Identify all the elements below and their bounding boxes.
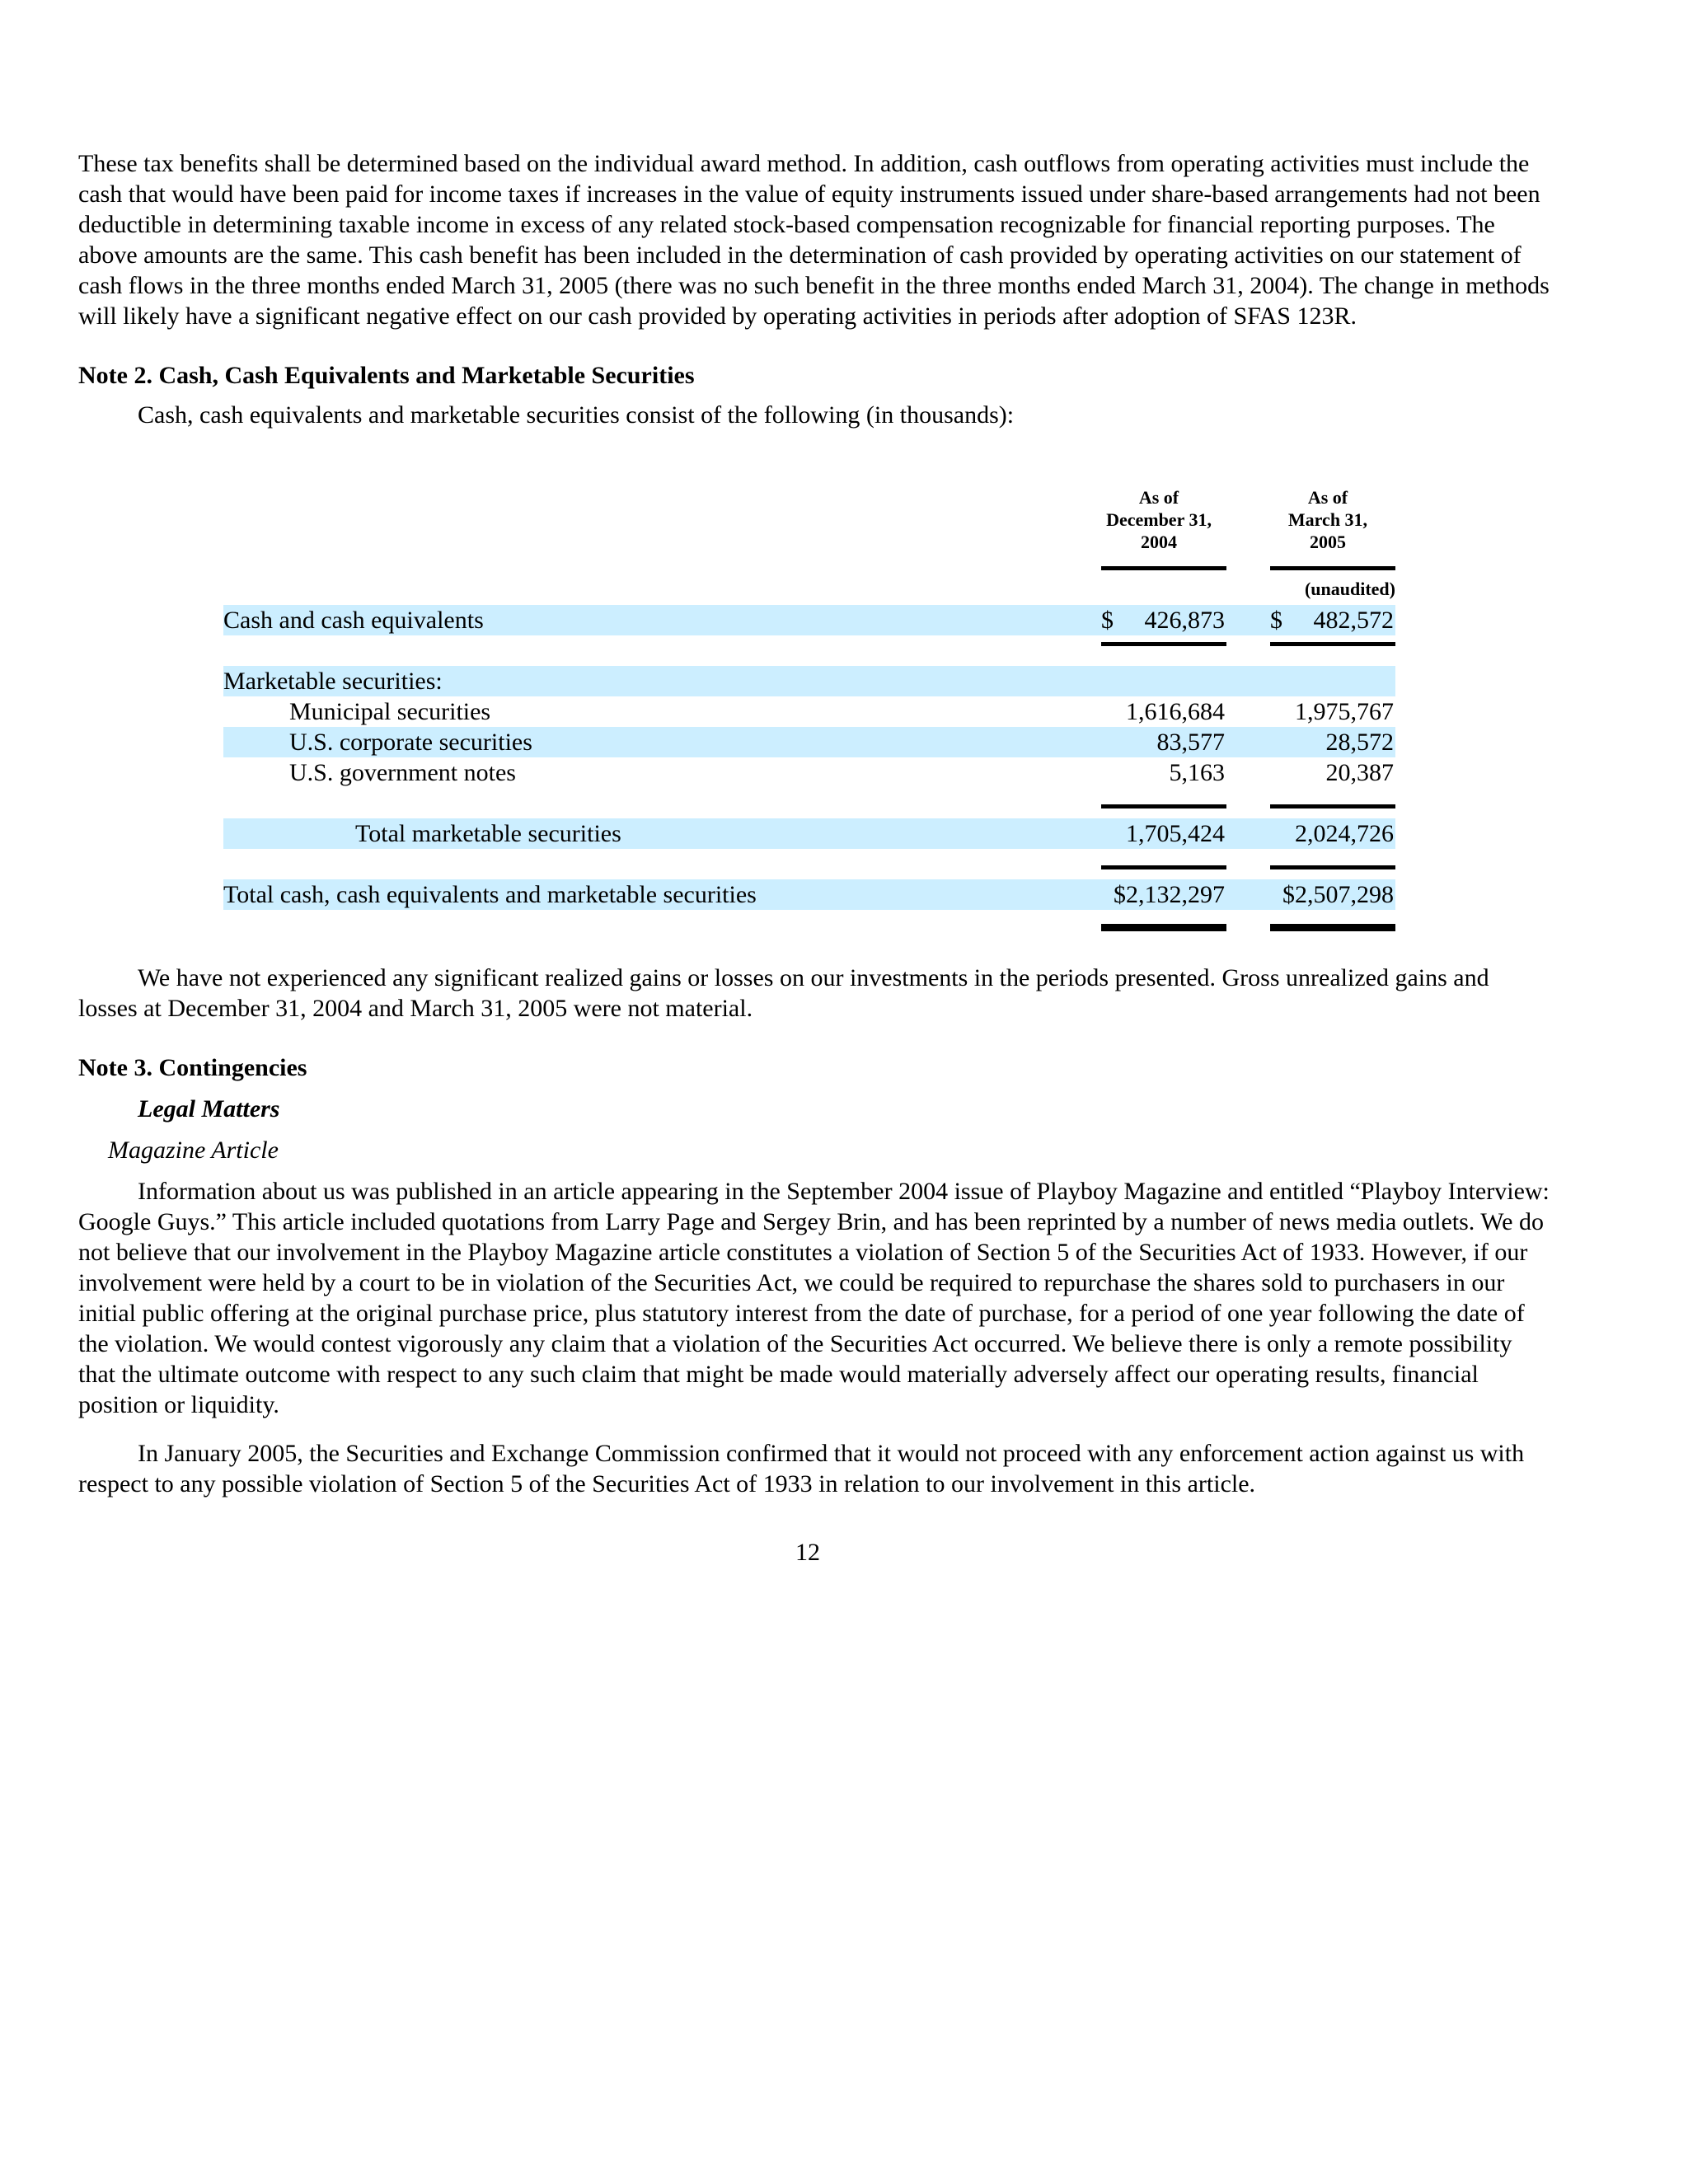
header-rule	[1101, 566, 1226, 570]
table-row-municipal: Municipal securities 1,616,684 1,975,767	[289, 698, 1394, 725]
total-double-rule	[1101, 924, 1226, 931]
lower-content	[78, 963, 1554, 1499]
table-row-cash: Cash and cash equivalents $ 426,873 $ 482,572	[223, 607, 1394, 634]
note3-paragraph-1: Information about us was published in an article appearing in the September 2004 issue of Playboy Magazine and entitled “Playboy Interview: Google Guys.” This article included quotations from Larry Page and Sergey Brin, and has been reprinted by a number of news media outlets. We do not believe that our involvement in the Playboy Magazine article constitutes a violation of Section 5 of the Securities Act of 1933. However, if our involvement were held by a court to be in violation of the Securities Act, we could be required to repurchase the shares sold to purchasers in our initial public offering at the original purchase price, plus statutory interest from the date of purchase, for a period of one year following the date of the violation. We would contest vigorously any claim that a violation of the Securities Act occurred. We believe there is only a remote possibility that the ultimate outcome with respect to any such claim that might be made would materially adversely affect our operating results, financial position or liquidity.	[78, 1178, 1550, 1418]
row-rule	[1101, 804, 1226, 808]
legal-matters-heading: Legal Matters	[138, 1095, 280, 1122]
note3-heading: Note 3. Contingencies	[78, 1054, 307, 1081]
row-rule	[1270, 804, 1395, 808]
row-rule	[1270, 865, 1395, 869]
row-rule	[1101, 865, 1226, 869]
col1-header: As of December 31, 2004	[1106, 487, 1212, 552]
table-row-total: Total cash, cash equivalents and marketable securities $2,132,297 $2,507,298	[223, 881, 1394, 908]
document-page	[78, 148, 1554, 430]
note2-heading: Note 2. Cash, Cash Equivalents and Marketable Securities	[78, 362, 695, 389]
magazine-article-heading: Magazine Article	[108, 1137, 279, 1164]
intro-paragraph: These tax benefits shall be determined based on the individual award method. In addition, cash outflows from operating activities must include the cash that would have been paid for income taxes if increases in the value of equity instruments issued under share-based arrangements had not been deductible in determining taxable income in excess of any related stock-based compensation recognizable for financial reporting purposes. The above amounts are the same. This cash benefit has been included in the determination of cash provided by operating activities on our statement of cash flows in the three months ended March 31, 2005 (there was no such benefit in the three months ended March 31, 2004). The change in methods will likely have a significant negative effect on our cash provided by operating activities in periods after adoption of SFAS 123R.	[78, 150, 1550, 330]
note2-intro: Cash, cash equivalents and marketable securities consist of the following (in thousands):	[138, 401, 1015, 429]
unaudited-label: (unaudited)	[1304, 579, 1395, 599]
table-row-marketable-heading: Marketable securities:	[223, 666, 1395, 696]
note3-paragraph-2: In January 2005, the Securities and Exchange Commission confirmed that it would not proceed with any enforcement action against us with respect to any possible violation of Section 5 of the Securities Act of 1933 in relation to our involvement in this article.	[78, 1440, 1525, 1497]
col2-header: As of March 31, 2005	[1287, 487, 1368, 552]
row-rule	[1270, 642, 1395, 646]
total-double-rule	[1270, 924, 1395, 931]
page-number: 12	[795, 1539, 820, 1566]
note2-after-paragraph: We have not experienced any significant realized gains or losses on our investments in the periods presented. Gross unrealized gains and losses at December 31, 2004 and March 31, 2005 were not material.	[78, 964, 1489, 1022]
header-rule	[1270, 566, 1395, 570]
table-row-corporate: U.S. corporate securities 83,577 28,572	[223, 727, 1395, 757]
table-row-government: U.S. government notes 5,163 20,387	[289, 759, 1394, 786]
table-row-total-marketable: Total marketable securities 1,705,424 2,024,726	[223, 818, 1395, 849]
row-rule	[1101, 642, 1226, 646]
